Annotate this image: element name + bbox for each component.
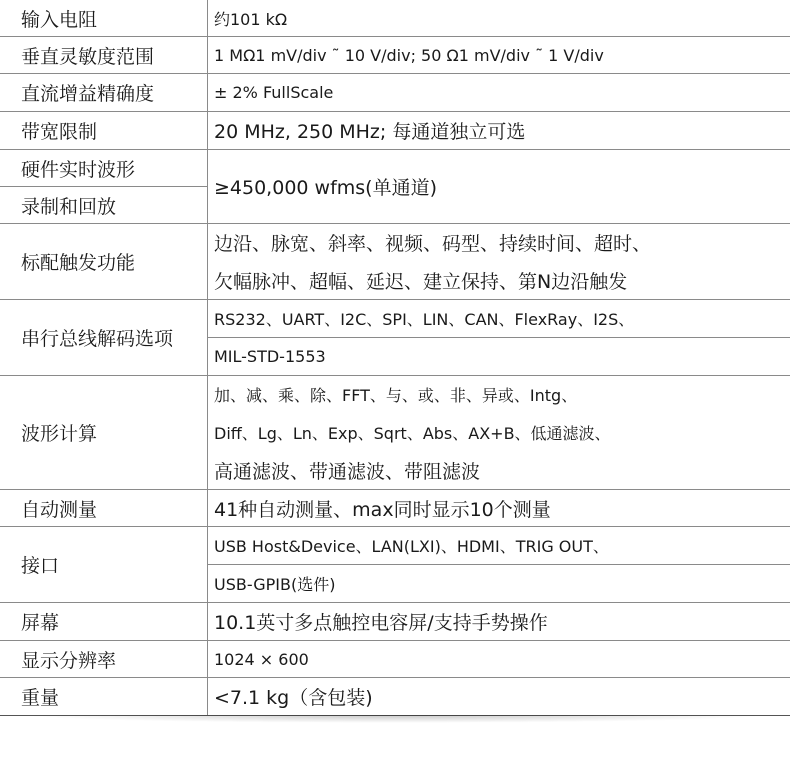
spec-value: 1 MΩ1 mV/div ˜ 10 V/div; 50 Ω1 mV/div ˜ 1 V/div xyxy=(214,45,604,65)
spec-row-auto-measure xyxy=(0,490,790,526)
spec-row-serial-decode xyxy=(0,300,790,375)
spec-value: MIL-STD-1553 xyxy=(214,347,326,366)
spec-row-waveform-record xyxy=(0,150,790,223)
spec-value-cell xyxy=(208,150,790,223)
spec-row-waveform-math xyxy=(0,376,790,489)
spec-value-cell xyxy=(208,490,790,526)
spec-value-cell xyxy=(208,641,790,677)
spec-row-trigger-functions xyxy=(0,224,790,299)
spec-value: 10.1英寸多点触控电容屏/支持手势操作 xyxy=(214,612,548,634)
spec-value: 欠幅脉冲、超幅、延迟、建立保持、第N边沿触发 xyxy=(214,271,628,293)
spec-value: 高通滤波、带通滤波、带阻滤波 xyxy=(214,461,481,483)
spec-value: ≥450,000 wfms(单通道) xyxy=(214,177,437,199)
spec-value: USB Host&Device、LAN(LXI)、HDMI、TRIG OUT、 xyxy=(214,537,609,556)
spec-row-resolution xyxy=(0,641,790,677)
spec-value: 1024 × 600 xyxy=(214,649,309,669)
spec-row-screen xyxy=(0,603,790,640)
spec-label: 串行总线解码选项 xyxy=(0,300,208,375)
spec-label: 波形计算 xyxy=(0,376,208,489)
spec-value-cell xyxy=(208,0,790,36)
spec-value-cell xyxy=(208,74,790,111)
spec-label: 硬件实时波形 xyxy=(0,150,208,186)
spec-row-weight xyxy=(0,678,790,715)
spec-value: 20 MHz, 250 MHz; 每通道独立可选 xyxy=(214,121,526,143)
spec-label: 垂直灵敏度范围 xyxy=(0,37,208,73)
spec-value-cell xyxy=(208,678,790,715)
spec-label: 带宽限制 xyxy=(0,112,208,149)
spec-label: 自动测量 xyxy=(0,490,208,526)
spec-label: 输入电阻 xyxy=(0,0,208,36)
spec-label: 屏幕 xyxy=(0,603,208,640)
spec-value-cell xyxy=(208,603,790,640)
spec-label: 直流增益精确度 xyxy=(0,74,208,111)
spec-label: 显示分辨率 xyxy=(0,641,208,677)
table-shadow xyxy=(20,715,770,723)
spec-value: 41种自动测量、max同时显示10个测量 xyxy=(214,498,551,521)
spec-value: 边沿、脉宽、斜率、视频、码型、持续时间、超时、 xyxy=(214,233,652,255)
spec-row-interfaces xyxy=(0,527,790,602)
spec-value-cell xyxy=(208,37,790,73)
spec-row-input-resistance xyxy=(0,0,790,36)
spec-label: 录制和回放 xyxy=(0,187,208,223)
spec-value: RS232、UART、I2C、SPI、LIN、CAN、FlexRay、I2S、 xyxy=(214,310,635,329)
spec-row-dc-gain-accuracy xyxy=(0,74,790,111)
spec-value-cell xyxy=(208,527,790,602)
spec-value: Diff、Lg、Ln、Exp、Sqrt、Abs、AX+B、低通滤波、 xyxy=(214,424,611,443)
spec-label: 重量 xyxy=(0,678,208,715)
spec-value-cell xyxy=(208,112,790,149)
spec-value-cell xyxy=(208,224,790,299)
spec-value-cell xyxy=(208,300,790,375)
spec-label: 标配触发功能 xyxy=(0,224,208,299)
spec-row-bandwidth-limit xyxy=(0,112,790,149)
spec-value: <7.1 kg（含包装) xyxy=(214,687,373,709)
spec-row-vertical-sensitivity xyxy=(0,37,790,73)
spec-label: 接口 xyxy=(0,527,208,602)
spec-value: 加、减、乘、除、FFT、与、或、非、异或、Intg、 xyxy=(214,386,578,405)
spec-value: USB-GPIB(选件) xyxy=(214,575,336,594)
spec-value: ± 2% FullScale xyxy=(214,83,334,102)
spec-value-cell xyxy=(208,376,790,489)
spec-value: 约101 kΩ xyxy=(214,9,288,29)
